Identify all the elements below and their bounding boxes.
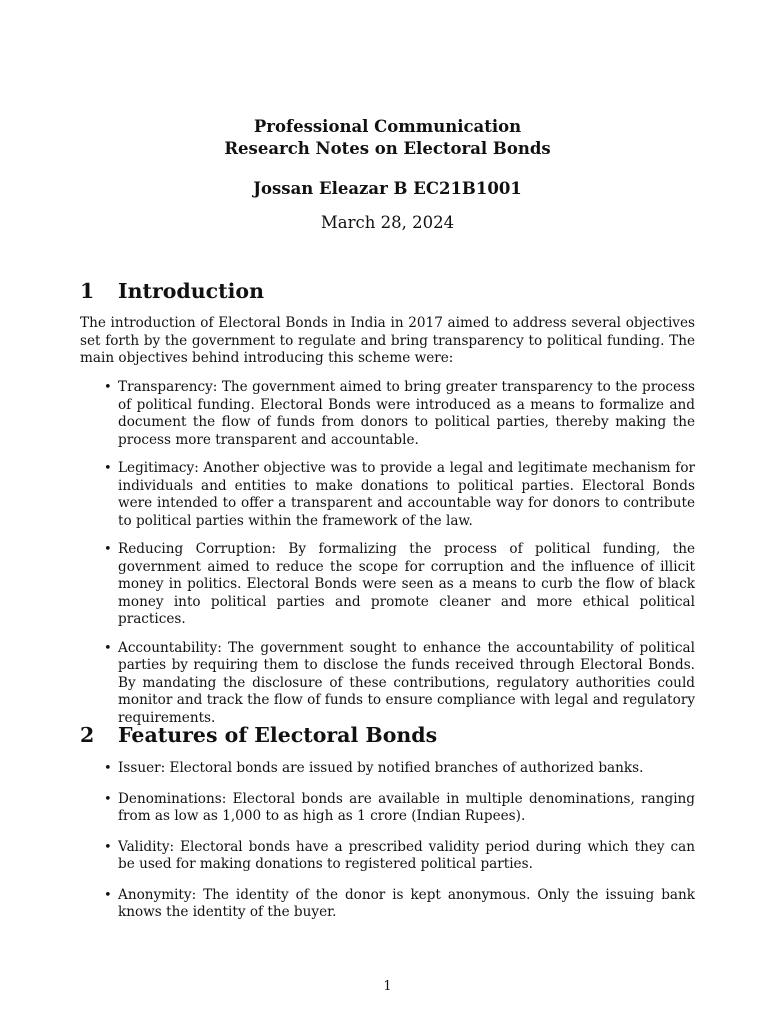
- bullet-icon: •: [104, 761, 112, 776]
- bullet-icon: •: [104, 542, 112, 557]
- section-number: 1: [80, 279, 95, 303]
- list-item: [80, 887, 695, 922]
- list-item: [80, 541, 695, 629]
- bullet-icon: •: [104, 380, 112, 395]
- list-item-text: Anonymity: The identity of the donor is kept anonymous. Only the issuing bank knows the identity of the buyer.: [118, 886, 695, 920]
- list-item-text: Denominations: Electoral bonds are available in multiple denominations, ranging from as low as 1,000 to as high as 1 crore (Indian Rupees).: [118, 790, 695, 824]
- list-item-text: Transparency: The government aimed to bring greater transparency to the process of political funding. Electoral Bonds were introduced as a means to formalize and document the flow of funds from donors to political parties, thereby making the process more transparent and accountable.: [118, 379, 695, 448]
- section-heading-features: [80, 722, 437, 748]
- list-item-text: Issuer: Electoral bonds are issued by notified branches of authorized banks.: [118, 760, 644, 776]
- bullet-icon: •: [104, 791, 112, 807]
- list-item-text: Legitimacy: Another objective was to provide a legal and legitimate mechanism for individuals and entities to make donations to political parties. Electoral Bonds were intended to offer a transparent and accountable way for donors to contribute to political parties within the framework of the law.: [118, 460, 695, 529]
- section-number: 2: [80, 723, 95, 747]
- section-title: Introduction: [118, 279, 264, 303]
- author-line: Jossan Eleazar B EC21B1001: [253, 179, 522, 198]
- section-title: Features of Electoral Bonds: [118, 723, 438, 747]
- title-block: [80, 116, 695, 234]
- bullet-icon: •: [104, 887, 112, 903]
- list-item: [80, 839, 695, 874]
- list-item-text: Validity: Electoral bonds have a prescribed validity period during which they can be used for making donations to registered political parties.: [118, 838, 695, 872]
- list-item: [80, 460, 695, 530]
- bullet-icon: •: [104, 640, 112, 656]
- bullet-icon: •: [104, 461, 112, 476]
- bullet-icon: •: [104, 839, 112, 855]
- list-item-text: Reducing Corruption: By formalizing the process of political funding, the government aimed to reduce the scope for corruption and the influence of illicit money in politics. Electoral Bonds were seen as a means to curb the flow of black money into political parties and promote cleaner and more ethical political practices.: [118, 541, 695, 627]
- objectives-list: [80, 379, 695, 727]
- document-page: [80, 0, 695, 1024]
- features-list: [80, 760, 695, 922]
- list-item: [80, 791, 695, 826]
- list-item: [80, 379, 695, 449]
- list-item: [80, 640, 695, 728]
- introduction-paragraph: The introduction of Electoral Bonds in India in 2017 aimed to address several objectives set forth by the government to regulate and bring transparency to political funding. The main objectives behind introducing this scheme were:: [80, 315, 695, 366]
- section-heading-introduction: [80, 278, 264, 304]
- document-date: March 28, 2024: [320, 213, 455, 232]
- document-subtitle: Research Notes on Electoral Bonds: [224, 139, 551, 158]
- document-title: Professional Communication: [253, 117, 522, 136]
- list-item: [80, 760, 695, 778]
- list-item-text: Accountability: The government sought to enhance the accountability of political parties by requiring them to disclose the funds received through Electoral Bonds. By mandating the disclosure of these contributions, regulatory authorities could monitor and track the flow of funds to ensure compliance with legal and regulatory requirements.: [118, 639, 695, 726]
- page-number: 1: [383, 979, 392, 994]
